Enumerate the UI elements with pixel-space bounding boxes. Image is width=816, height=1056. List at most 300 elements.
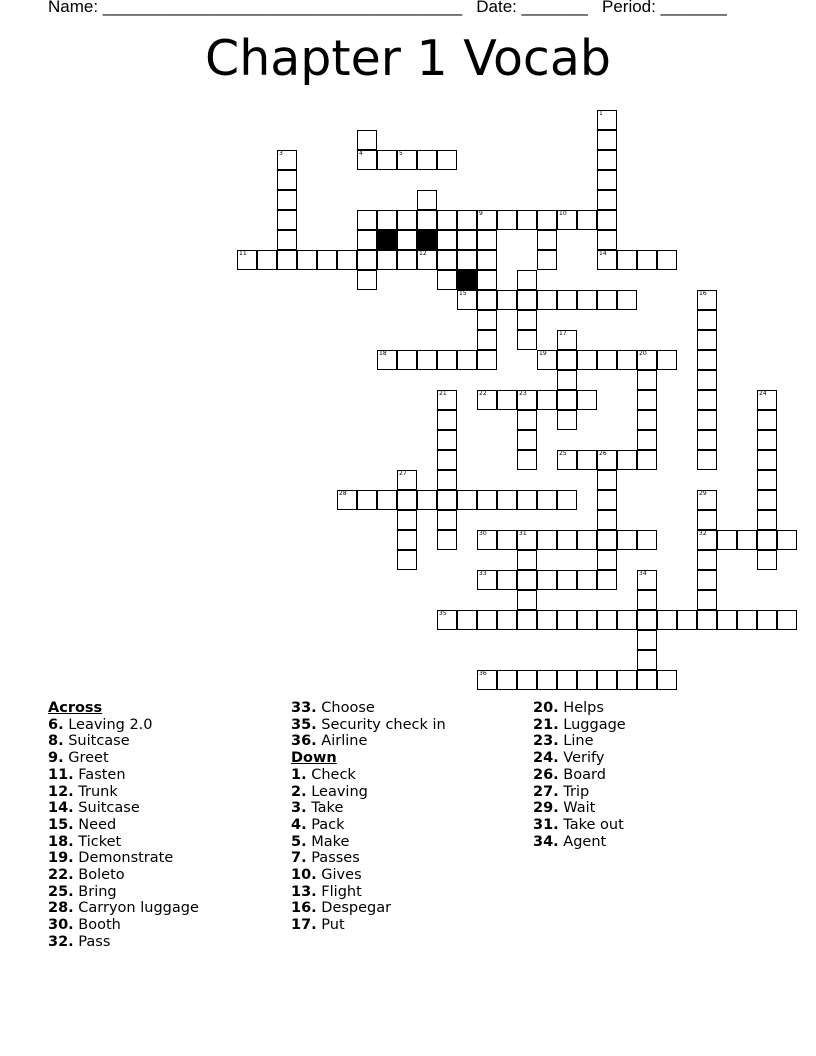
grid-cell[interactable] xyxy=(497,290,517,310)
clue-item-text: Security check in xyxy=(316,716,446,733)
grid-cell[interactable] xyxy=(437,350,457,370)
clue-item-text: Demonstrate xyxy=(73,850,174,867)
grid-cell[interactable] xyxy=(557,410,577,430)
across-clue-list-continued xyxy=(291,700,446,750)
grid-cell[interactable] xyxy=(577,450,597,470)
grid-cell[interactable] xyxy=(377,490,397,510)
grid-cell[interactable] xyxy=(457,490,477,510)
grid-cell[interactable] xyxy=(537,290,557,310)
grid-cell[interactable] xyxy=(397,350,417,370)
grid-cell[interactable] xyxy=(757,470,777,490)
grid-cell[interactable] xyxy=(617,250,637,270)
grid-cell[interactable] xyxy=(697,290,717,310)
clue-item-text: Despegar xyxy=(316,900,392,917)
grid-cell[interactable] xyxy=(577,670,597,690)
clue-item xyxy=(291,900,446,917)
clue-number: 24 xyxy=(759,390,767,397)
clue-item-number: 26. xyxy=(533,766,559,783)
grid-cell[interactable] xyxy=(397,210,417,230)
clue-item-number: 5. xyxy=(291,833,307,850)
grid-cell[interactable] xyxy=(517,330,537,350)
clue-number: 9 xyxy=(479,210,483,217)
clue-number: 4 xyxy=(359,150,363,157)
grid-cell[interactable] xyxy=(597,530,617,550)
grid-cell[interactable] xyxy=(637,590,657,610)
clue-number: 11 xyxy=(239,250,247,257)
grid-cell[interactable] xyxy=(377,250,397,270)
clue-number: 35 xyxy=(439,610,447,617)
grid-cell[interactable] xyxy=(597,170,617,190)
grid-cell[interactable] xyxy=(597,490,617,510)
clue-item-text: Suitcase xyxy=(63,733,130,750)
clue-item-text: Passes xyxy=(306,850,360,867)
grid-cell[interactable] xyxy=(617,530,637,550)
grid-cell[interactable] xyxy=(257,250,277,270)
clue-item-number: 17. xyxy=(291,917,317,934)
grid-cell[interactable] xyxy=(557,370,577,390)
clue-item xyxy=(291,884,446,901)
clue-number: 36 xyxy=(479,670,487,677)
grid-cell[interactable] xyxy=(597,210,617,230)
clue-item xyxy=(291,733,446,750)
grid-cell[interactable] xyxy=(737,530,757,550)
grid-cell[interactable] xyxy=(437,510,457,530)
grid-cell[interactable] xyxy=(477,390,497,410)
grid-cell[interactable] xyxy=(697,490,717,510)
grid-cell[interactable] xyxy=(417,210,437,230)
clue-item-number: 9. xyxy=(48,750,64,767)
grid-cell[interactable] xyxy=(477,230,497,250)
grid-cell[interactable] xyxy=(397,250,417,270)
grid-cell[interactable] xyxy=(637,630,657,650)
grid-cell[interactable] xyxy=(317,250,337,270)
grid-cell[interactable] xyxy=(637,650,657,670)
grid-cell[interactable] xyxy=(377,350,397,370)
grid-cell[interactable] xyxy=(357,250,377,270)
grid-cell[interactable] xyxy=(637,370,657,390)
grid-cell[interactable] xyxy=(477,330,497,350)
clue-item-number: 28. xyxy=(48,900,74,917)
grid-cell[interactable] xyxy=(637,430,657,450)
grid-cell[interactable] xyxy=(677,610,697,630)
clue-item-text: Wait xyxy=(558,800,596,817)
grid-cell[interactable] xyxy=(597,670,617,690)
clue-number: 29 xyxy=(699,490,707,497)
grid-cell[interactable] xyxy=(597,130,617,150)
clue-item-number: 16. xyxy=(291,900,317,917)
grid-cell[interactable] xyxy=(617,290,637,310)
grid-cell[interactable] xyxy=(757,550,777,570)
clue-number: 33 xyxy=(479,570,487,577)
clue-item xyxy=(533,750,626,767)
grid-cell[interactable] xyxy=(437,530,457,550)
grid-cell[interactable] xyxy=(637,670,657,690)
clue-item-text: Greet xyxy=(63,750,109,767)
grid-cell[interactable] xyxy=(597,230,617,250)
grid-cell[interactable] xyxy=(277,210,297,230)
clue-item-number: 35. xyxy=(291,716,317,733)
grid-cell[interactable] xyxy=(597,110,617,130)
grid-cell[interactable] xyxy=(517,570,537,590)
grid-cell[interactable] xyxy=(757,490,777,510)
grid-cell[interactable] xyxy=(617,350,637,370)
grid-cell[interactable] xyxy=(557,530,577,550)
grid-cell[interactable] xyxy=(417,250,437,270)
clue-item-number: 1. xyxy=(291,766,307,783)
clue-item-number: 15. xyxy=(48,816,74,833)
clue-item xyxy=(291,700,446,717)
grid-cell[interactable] xyxy=(357,210,377,230)
grid-cell[interactable] xyxy=(597,510,617,530)
grid-cell[interactable] xyxy=(537,490,557,510)
grid-cell[interactable] xyxy=(577,610,597,630)
grid-cell[interactable] xyxy=(517,310,537,330)
grid-cell[interactable] xyxy=(457,210,477,230)
clue-item-number: 18. xyxy=(48,833,74,850)
clue-number: 23 xyxy=(519,390,527,397)
grid-cell[interactable] xyxy=(577,530,597,550)
clue-item-text: Suitcase xyxy=(73,800,140,817)
grid-cell[interactable] xyxy=(437,230,457,250)
grid-cell[interactable] xyxy=(337,250,357,270)
clue-number: 22 xyxy=(479,390,487,397)
grid-cell[interactable] xyxy=(457,610,477,630)
grid-cell[interactable] xyxy=(477,290,497,310)
clue-item xyxy=(533,733,626,750)
clue-number: 30 xyxy=(479,530,487,537)
grid-cell[interactable] xyxy=(497,530,517,550)
grid-cell[interactable] xyxy=(637,570,657,590)
grid-cell[interactable] xyxy=(697,570,717,590)
grid-cell[interactable] xyxy=(437,150,457,170)
grid-cell[interactable] xyxy=(577,290,597,310)
clue-number: 28 xyxy=(339,490,347,497)
grid-cell[interactable] xyxy=(477,310,497,330)
grid-cell[interactable] xyxy=(417,490,437,510)
clue-number: 20 xyxy=(639,350,647,357)
grid-cell[interactable] xyxy=(477,490,497,510)
clue-item-text: Leaving xyxy=(306,783,368,800)
clue-item xyxy=(533,700,626,717)
grid-cell[interactable] xyxy=(597,190,617,210)
grid-cell[interactable] xyxy=(537,670,557,690)
clue-item xyxy=(291,917,446,934)
clue-item-number: 6. xyxy=(48,716,64,733)
grid-cell[interactable] xyxy=(757,530,777,550)
grid-cell[interactable] xyxy=(397,530,417,550)
grid-cell[interactable] xyxy=(537,350,557,370)
clue-item xyxy=(533,767,626,784)
clue-item-number: 34. xyxy=(533,833,559,850)
clue-item-number: 3. xyxy=(291,800,307,817)
grid-cell[interactable] xyxy=(457,230,477,250)
grid-cell[interactable] xyxy=(597,550,617,570)
grid-cell[interactable] xyxy=(657,670,677,690)
clue-item xyxy=(291,784,446,801)
grid-cell[interactable] xyxy=(537,390,557,410)
grid-cell[interactable] xyxy=(517,290,537,310)
clue-item-text: Need xyxy=(73,816,117,833)
grid-cell[interactable] xyxy=(557,390,577,410)
grid-cell[interactable] xyxy=(437,470,457,490)
grid-cell[interactable] xyxy=(657,250,677,270)
grid-cell[interactable] xyxy=(597,470,617,490)
grid-cell[interactable] xyxy=(517,530,537,550)
grid-cell[interactable] xyxy=(697,390,717,410)
clue-item xyxy=(291,767,446,784)
grid-cell[interactable] xyxy=(357,490,377,510)
grid-cell[interactable] xyxy=(357,230,377,250)
clue-item-number: 29. xyxy=(533,800,559,817)
grid-cell[interactable] xyxy=(277,190,297,210)
clue-item-number: 11. xyxy=(48,766,74,783)
grid-cell[interactable] xyxy=(477,610,497,630)
grid-cell[interactable] xyxy=(617,610,637,630)
grid-cell[interactable] xyxy=(477,350,497,370)
date-label: Date: xyxy=(476,0,517,16)
black-cell xyxy=(377,230,397,250)
grid-cell[interactable] xyxy=(597,450,617,470)
grid-cell[interactable] xyxy=(477,670,497,690)
grid-cell[interactable] xyxy=(437,450,457,470)
clue-item-text: Line xyxy=(558,733,594,750)
grid-cell[interactable] xyxy=(597,570,617,590)
grid-cell[interactable] xyxy=(357,130,377,150)
name-label: Name: xyxy=(48,0,99,16)
grid-cell[interactable] xyxy=(437,390,457,410)
grid-cell[interactable] xyxy=(537,570,557,590)
clue-number: 26 xyxy=(599,450,607,457)
clue-item-number: 12. xyxy=(48,783,74,800)
grid-cell[interactable] xyxy=(777,530,797,550)
grid-cell[interactable] xyxy=(437,490,457,510)
grid-cell[interactable] xyxy=(477,570,497,590)
clue-item xyxy=(291,850,446,867)
grid-cell[interactable] xyxy=(557,610,577,630)
grid-cell[interactable] xyxy=(237,250,257,270)
grid-cell[interactable] xyxy=(517,210,537,230)
grid-cell[interactable] xyxy=(497,390,517,410)
grid-cell[interactable] xyxy=(477,250,497,270)
grid-cell[interactable] xyxy=(757,430,777,450)
grid-cell[interactable] xyxy=(397,490,417,510)
grid-cell[interactable] xyxy=(517,270,537,290)
grid-cell[interactable] xyxy=(557,490,577,510)
grid-cell[interactable] xyxy=(597,610,617,630)
black-cell xyxy=(417,230,437,250)
clue-item-number: 13. xyxy=(291,883,317,900)
grid-cell[interactable] xyxy=(357,270,377,290)
grid-cell[interactable] xyxy=(577,350,597,370)
grid-cell[interactable] xyxy=(277,250,297,270)
grid-cell[interactable] xyxy=(657,610,677,630)
clue-item-text: Flight xyxy=(316,883,362,900)
grid-cell[interactable] xyxy=(397,230,417,250)
grid-cell[interactable] xyxy=(557,350,577,370)
grid-cell[interactable] xyxy=(437,610,457,630)
grid-cell[interactable] xyxy=(497,490,517,510)
grid-cell[interactable] xyxy=(517,430,537,450)
down-clue-list xyxy=(291,767,446,934)
grid-cell[interactable] xyxy=(537,610,557,630)
grid-cell[interactable] xyxy=(757,410,777,430)
grid-cell[interactable] xyxy=(637,610,657,630)
clue-item-number: 4. xyxy=(291,816,307,833)
clue-item-text: Fasten xyxy=(73,766,126,783)
grid-cell[interactable] xyxy=(637,250,657,270)
grid-cell[interactable] xyxy=(417,150,437,170)
grid-cell[interactable] xyxy=(517,390,537,410)
grid-cell[interactable] xyxy=(557,290,577,310)
grid-cell[interactable] xyxy=(597,290,617,310)
clue-item xyxy=(48,850,199,867)
grid-cell[interactable] xyxy=(517,410,537,430)
grid-cell[interactable] xyxy=(397,470,417,490)
date-blank[interactable]: _______ xyxy=(521,0,588,16)
grid-cell[interactable] xyxy=(437,430,457,450)
grid-cell[interactable] xyxy=(517,490,537,510)
clue-number: 12 xyxy=(419,250,427,257)
grid-cell[interactable] xyxy=(397,510,417,530)
grid-cell[interactable] xyxy=(597,150,617,170)
grid-cell[interactable] xyxy=(277,230,297,250)
clue-item xyxy=(48,784,199,801)
grid-cell[interactable] xyxy=(697,530,717,550)
clue-item-number: 21. xyxy=(533,716,559,733)
clue-item-text: Agent xyxy=(558,833,607,850)
grid-cell[interactable] xyxy=(497,210,517,230)
clue-item-text: Ticket xyxy=(73,833,122,850)
grid-cell[interactable] xyxy=(437,410,457,430)
grid-cell[interactable] xyxy=(537,530,557,550)
grid-cell[interactable] xyxy=(397,150,417,170)
grid-cell[interactable] xyxy=(497,610,517,630)
grid-cell[interactable] xyxy=(537,250,557,270)
grid-cell[interactable] xyxy=(697,590,717,610)
grid-cell[interactable] xyxy=(757,390,777,410)
grid-cell[interactable] xyxy=(657,350,677,370)
grid-cell[interactable] xyxy=(377,210,397,230)
grid-cell[interactable] xyxy=(577,390,597,410)
grid-cell[interactable] xyxy=(277,170,297,190)
clue-item xyxy=(291,867,446,884)
grid-cell[interactable] xyxy=(697,410,717,430)
grid-cell[interactable] xyxy=(697,510,717,530)
grid-cell[interactable] xyxy=(757,450,777,470)
grid-cell[interactable] xyxy=(637,390,657,410)
grid-cell[interactable] xyxy=(477,270,497,290)
clue-item-text: Luggage xyxy=(558,716,626,733)
grid-cell[interactable] xyxy=(757,610,777,630)
grid-cell[interactable] xyxy=(597,250,617,270)
page-title: Chapter 1 Vocab xyxy=(205,30,611,87)
grid-cell[interactable] xyxy=(417,190,437,210)
grid-cell[interactable] xyxy=(497,670,517,690)
grid-cell[interactable] xyxy=(557,570,577,590)
name-blank[interactable]: ______________________________________ xyxy=(102,0,463,16)
grid-cell[interactable] xyxy=(577,210,597,230)
clue-item-number: 25. xyxy=(48,883,74,900)
grid-cell[interactable] xyxy=(697,450,717,470)
grid-cell[interactable] xyxy=(437,250,457,270)
grid-cell[interactable] xyxy=(637,450,657,470)
grid-cell[interactable] xyxy=(457,350,477,370)
clue-item-text: Leaving 2.0 xyxy=(63,716,153,733)
grid-cell[interactable] xyxy=(777,610,797,630)
grid-cell[interactable] xyxy=(717,530,737,550)
grid-cell[interactable] xyxy=(437,270,457,290)
grid-cell[interactable] xyxy=(697,370,717,390)
clue-item-number: 23. xyxy=(533,733,559,750)
clue-item xyxy=(533,717,626,734)
grid-cell[interactable] xyxy=(557,450,577,470)
grid-cell[interactable] xyxy=(697,350,717,370)
clue-item xyxy=(48,733,199,750)
grid-cell[interactable] xyxy=(397,550,417,570)
grid-cell[interactable] xyxy=(697,610,717,630)
grid-cell[interactable] xyxy=(517,590,537,610)
grid-cell[interactable] xyxy=(737,610,757,630)
grid-cell[interactable] xyxy=(577,570,597,590)
grid-cell[interactable] xyxy=(337,490,357,510)
grid-cell[interactable] xyxy=(437,210,457,230)
clue-item xyxy=(48,900,199,917)
grid-cell[interactable] xyxy=(517,550,537,570)
grid-cell[interactable] xyxy=(557,210,577,230)
grid-cell[interactable] xyxy=(557,670,577,690)
grid-cell[interactable] xyxy=(457,250,477,270)
grid-cell[interactable] xyxy=(497,570,517,590)
grid-cell[interactable] xyxy=(557,330,577,350)
clue-item xyxy=(533,834,626,851)
grid-cell[interactable] xyxy=(357,150,377,170)
grid-cell[interactable] xyxy=(717,610,737,630)
grid-cell[interactable] xyxy=(617,670,637,690)
grid-cell[interactable] xyxy=(637,350,657,370)
grid-cell[interactable] xyxy=(517,610,537,630)
grid-cell[interactable] xyxy=(377,150,397,170)
grid-cell[interactable] xyxy=(517,450,537,470)
grid-cell[interactable] xyxy=(517,670,537,690)
grid-cell[interactable] xyxy=(697,310,717,330)
grid-cell[interactable] xyxy=(297,250,317,270)
grid-cell[interactable] xyxy=(697,330,717,350)
grid-cell[interactable] xyxy=(537,230,557,250)
grid-cell[interactable] xyxy=(477,210,497,230)
grid-cell[interactable] xyxy=(457,290,477,310)
clue-number: 34 xyxy=(639,570,647,577)
clue-item xyxy=(48,917,199,934)
clue-item-number: 32. xyxy=(48,933,74,950)
clue-item-text: Make xyxy=(306,833,350,850)
grid-cell[interactable] xyxy=(417,350,437,370)
grid-cell[interactable] xyxy=(637,530,657,550)
grid-cell[interactable] xyxy=(757,510,777,530)
down-heading: Down xyxy=(291,750,337,767)
period-blank[interactable]: _______ xyxy=(660,0,727,16)
grid-cell[interactable] xyxy=(537,210,557,230)
grid-cell[interactable] xyxy=(617,450,637,470)
grid-cell[interactable] xyxy=(597,350,617,370)
grid-cell[interactable] xyxy=(477,530,497,550)
grid-cell[interactable] xyxy=(697,430,717,450)
clue-item-text: Board xyxy=(558,766,606,783)
clue-item-text: Helps xyxy=(558,700,604,716)
clue-item-text: Boleto xyxy=(73,867,125,884)
grid-cell[interactable] xyxy=(697,550,717,570)
grid-cell[interactable] xyxy=(637,410,657,430)
grid-cell[interactable] xyxy=(277,150,297,170)
